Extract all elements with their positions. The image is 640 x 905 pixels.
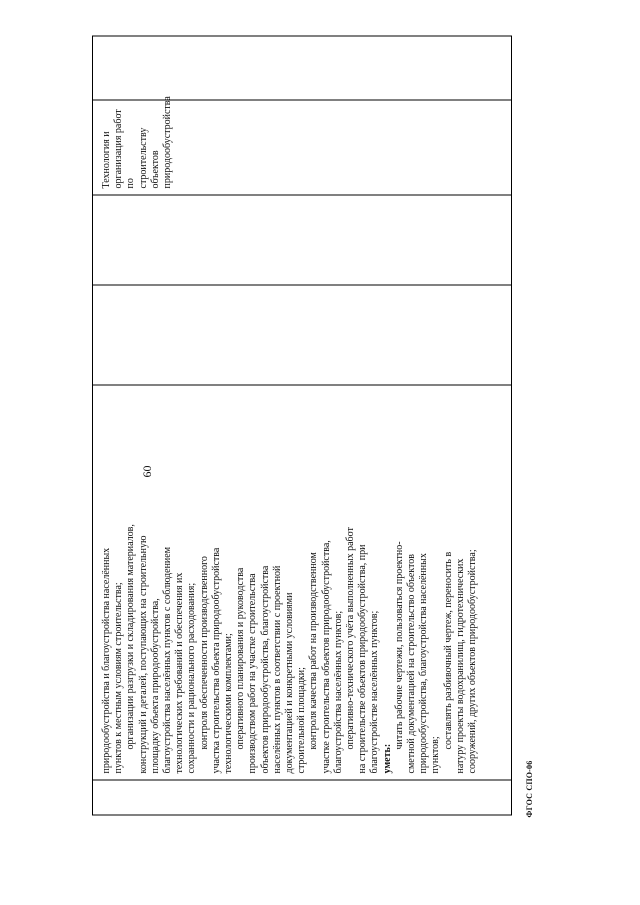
competency-line: производством работ на участке строительства	[247, 572, 259, 773]
competency-line: благоустройства населённых пунктов;	[332, 610, 344, 773]
competency-line: на строительстве объектов природообустройства, при	[357, 543, 369, 773]
competency-line: документацией и конкретными условиями	[284, 592, 296, 773]
competency-line: конструкций и деталей, поступающих на строительную	[137, 535, 149, 773]
competencies-text	[101, 391, 479, 773]
discipline-title: Технология и организация работ по строительству объектов природообустройства	[101, 95, 174, 188]
competency-line: сметной документацией на строительство объектов	[406, 553, 418, 773]
table-col-hours-mandatory	[93, 194, 511, 284]
competency-line: оперативного планирования и руководства	[235, 567, 247, 749]
competency-line: составлять разбивочный чертеж, переносить в	[442, 551, 454, 749]
page-number: 60	[140, 465, 154, 477]
competency-line: пунктов;	[430, 735, 442, 773]
curriculum-table	[92, 35, 512, 815]
competency-line: участке строительства объектов природообустройства,	[320, 539, 332, 773]
competency-line: контроля качества работ на производственном	[308, 551, 320, 749]
table-col-index	[93, 779, 511, 814]
table-col-competencies	[93, 384, 511, 779]
competency-line: технологических требований и обеспечения их	[174, 572, 186, 773]
competency-line: участка строительства объекта природообустройства	[210, 547, 222, 773]
competency-line: благоустройстве населённых пунктов;	[369, 610, 381, 773]
competency-line: природообустройства и благоустройства населённых	[101, 547, 112, 773]
competency-line: уметь:	[381, 743, 393, 773]
competency-line: площадку объекта природообустройства,	[149, 597, 161, 773]
table-col-codes	[93, 34, 511, 99]
table-col-hours-max	[93, 284, 511, 384]
table-col-discipline	[93, 95, 511, 194]
competency-line: пунктов к местным условиям строительства;	[113, 581, 125, 773]
competency-line: оперативно-технического учёта выполненных работ	[345, 526, 357, 749]
competency-line: природообустройства, благоустройства населённых	[418, 552, 430, 773]
competency-line: объектов природообустройства, благоустройства	[259, 565, 271, 773]
competency-line: населённых пунктов в соответствии с проектной	[271, 565, 283, 773]
competency-line: контроля обеспеченности производственного	[198, 555, 210, 749]
competency-line: читать рабочие чертежи, пользоваться проектно-	[393, 540, 405, 749]
competency-line: строительной площадки;	[296, 666, 308, 773]
competency-line: натуру проекты водохранилищ, гидротехнических	[454, 558, 466, 773]
competency-line: сооружений, других объектов природообустройства;	[467, 548, 479, 773]
competency-line: сохранности и рационального расходования;	[186, 582, 198, 773]
competency-line: технологическими комплектами;	[223, 632, 235, 773]
footer-code: ФГОС СПО-06	[525, 760, 534, 817]
competency-line: организации разгрузки и складирования материалов,	[125, 523, 137, 749]
competency-line: благоустройства населённых пунктов с соблюдением	[162, 546, 174, 773]
